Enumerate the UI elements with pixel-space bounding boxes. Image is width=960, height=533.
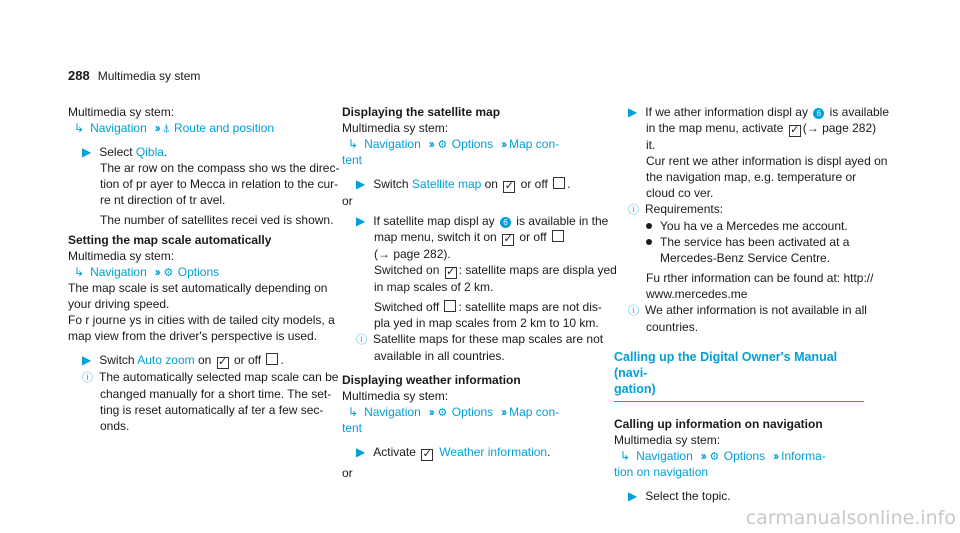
text-line: in map scales of 2 km.: [374, 280, 494, 294]
checkbox-empty-icon: [266, 353, 278, 365]
step-arrow-icon: ▶: [628, 105, 638, 119]
step-switch: ▶ Switch Satellite map on ✓ or off .: [356, 177, 571, 192]
text-line: The number of satellites recei ved is shown.: [100, 213, 334, 227]
weather-info-link[interactable]: Weather information: [439, 445, 548, 459]
step-arrow-icon: ▶: [82, 145, 92, 159]
nav-link[interactable]: Navigation: [90, 265, 147, 279]
map-content-link-cont[interactable]: tent: [342, 421, 363, 435]
column-3: [614, 104, 890, 504]
heading-satellite-map: Displaying the satellite map: [342, 105, 501, 119]
checkbox-empty-icon: [552, 230, 564, 242]
heading-weather: Displaying weather information: [342, 373, 521, 387]
checkbox-checked-icon: ✓: [790, 124, 800, 136]
info-nav-link-cont[interactable]: tion on navigation: [614, 465, 709, 479]
auto-zoom-link[interactable]: Auto zoom: [137, 353, 195, 367]
number-badge-icon: 6: [500, 217, 511, 228]
system-label: Multimedia sy stem:: [342, 121, 449, 135]
text-line: re nt direction of tr avel.: [100, 193, 226, 207]
chevron-icon: ››: [154, 121, 159, 135]
system-label: Multimedia sy stem:: [68, 105, 175, 119]
menu-path: [68, 120, 338, 136]
bullet-icon: [646, 223, 652, 229]
nav-arrow-icon: ↳: [348, 137, 359, 151]
step-if: ▶ If we ather information displ ay 6 is available: [628, 105, 890, 119]
menu-path: [68, 264, 338, 280]
checkbox-checked-icon: ✓: [503, 233, 513, 245]
step-activate: ▶ Activate ✓ Weather information.: [356, 445, 551, 460]
satellite-map-link[interactable]: Satellite map: [411, 177, 482, 191]
menu-path: [342, 404, 612, 420]
chevron-icon: ››: [428, 137, 433, 151]
nav-link[interactable]: Navigation: [364, 405, 421, 419]
map-content-link-cont[interactable]: tent: [342, 153, 363, 167]
gear-icon: ⚙: [437, 407, 448, 419]
text-line: available in all countries.: [374, 349, 505, 363]
note: ⓘ Satellite maps for these map scales are not: [356, 332, 604, 346]
header-title: Multimedia sy stem: [97, 69, 201, 83]
info-icon: ⓘ: [628, 305, 639, 317]
text-line: Switched on ✓ : satellite maps are displa yed: [374, 263, 617, 278]
step-arrow-icon: ▶: [356, 445, 366, 459]
text-line: Cur rent we ather information is displ ayed on: [646, 154, 888, 168]
note: ⓘ We ather information is not available in all: [628, 303, 867, 317]
step-arrow-icon: ▶: [628, 489, 638, 503]
text-line: (→ page 282).: [374, 247, 451, 261]
text-line: ting is reset automatically af ter a few sec-: [100, 403, 324, 417]
info-nav-link[interactable]: Informa-: [781, 449, 826, 463]
or-label: or: [342, 466, 353, 480]
nav-arrow-icon: ↳: [74, 121, 85, 135]
checkbox-checked-icon: ✓: [504, 180, 514, 192]
text-line: onds.: [100, 419, 130, 433]
qibla-link[interactable]: Qibla: [135, 145, 164, 159]
menu-path: [342, 136, 612, 152]
text-line: cloud co ver.: [646, 186, 714, 200]
heading-nav-info: Calling up information on navigation: [614, 417, 823, 431]
text-line: Fo r journe ys in cities with de tailed city models, a: [68, 313, 335, 327]
text-line: Fu rther information can be found at: http://: [646, 271, 874, 285]
chevron-icon: ››: [700, 449, 705, 463]
gear-icon: ⚙: [437, 139, 448, 151]
note-requirements: ⓘ Requirements:: [628, 202, 724, 216]
info-icon: ⓘ: [82, 372, 93, 384]
nav-arrow-icon: ↳: [74, 265, 85, 279]
text-line: map view from the driver's perspective is used.: [68, 329, 318, 343]
column-1: [68, 104, 338, 434]
checkbox-empty-icon: [553, 177, 565, 189]
chevron-icon: ››: [773, 449, 778, 463]
system-label: Multimedia sy stem:: [342, 389, 449, 403]
page-number: 288: [68, 68, 90, 83]
info-icon: ⓘ: [356, 334, 367, 346]
checkbox-checked-icon: ✓: [218, 356, 228, 368]
text-line: map menu, switch it on ✓ or off: [342, 229, 612, 246]
system-label: Multimedia sy stem:: [68, 249, 175, 263]
nav-arrow-icon: ↳: [620, 449, 631, 463]
text-line: your driving speed.: [68, 297, 170, 311]
nav-link[interactable]: Navigation: [364, 137, 421, 151]
step-select-topic: ▶ Select the topic.: [628, 489, 731, 503]
bullet-item: You ha ve a Mercedes me account.: [614, 218, 884, 234]
chevron-icon: ››: [154, 265, 159, 279]
menu-path: [614, 448, 884, 464]
nav-link[interactable]: Navigation: [636, 449, 693, 463]
info-icon: ⓘ: [628, 204, 639, 216]
text-line: The map scale is set automatically depending on: [68, 281, 328, 295]
text-line: changed manually for a short time. The set-: [100, 387, 332, 401]
column-2: [342, 104, 617, 481]
step-if: ▶ If satellite map displ ay 6 is available in the: [356, 214, 609, 228]
checkbox-empty-icon: [444, 300, 456, 312]
gear-icon: ⚙: [709, 451, 720, 463]
map-content-link[interactable]: Map con-: [509, 137, 560, 151]
step-switch: ▶ Switch Auto zoom on ✓ or off .: [82, 353, 284, 368]
watermark: carmanualsonline.info: [745, 507, 956, 529]
gear-icon: ⚙: [163, 267, 174, 279]
step-arrow-icon: ▶: [356, 177, 366, 191]
text-line: it.: [646, 138, 656, 152]
options-link[interactable]: Options: [451, 405, 494, 419]
text-line: The ar row on the compass sho ws the direc-: [100, 161, 340, 175]
text-line: countries.: [646, 320, 699, 334]
bullet-item: The service has been activated at a: [614, 234, 884, 250]
note: ⓘ The automatically selected map scale can be: [82, 370, 339, 384]
options-link[interactable]: Options: [451, 137, 494, 151]
chevron-icon: ››: [428, 405, 433, 419]
options-link[interactable]: Options: [723, 449, 766, 463]
chevron-icon: ››: [501, 405, 506, 419]
text-line: Mercedes-Benz Service Centre.: [660, 251, 831, 265]
url-text: www.mercedes.me: [646, 287, 748, 301]
map-content-link[interactable]: Map con-: [509, 405, 560, 419]
section-heading: Calling up the Digital Owner's Manual (navi- gation): [614, 349, 864, 402]
route-link[interactable]: Route and position: [173, 121, 275, 135]
text-line: tion of pr ayer to Mecca in relation to the cur-: [100, 177, 339, 191]
nav-arrow-icon: ↳: [348, 405, 359, 419]
nav-link[interactable]: Navigation: [90, 121, 147, 135]
step-arrow-icon: ▶: [82, 353, 92, 367]
route-icon: ⍋: [162, 121, 170, 135]
or-label: or: [342, 194, 353, 208]
system-label: Multimedia sy stem:: [614, 433, 721, 447]
step-select: ▶ Select Qibla.: [82, 145, 168, 159]
text-line: the navigation map, e.g. temperature or: [646, 170, 857, 184]
text-line: pla yed in map scales from 2 km to 10 km.: [374, 316, 599, 330]
heading-map-scale: Setting the map scale automatically: [68, 233, 272, 247]
number-badge-icon: 6: [813, 108, 824, 119]
text-line: in the map menu, activate ✓ (→ page 282): [646, 121, 877, 136]
text-line: Switched off : satellite maps are not dis-: [374, 300, 602, 314]
checkbox-checked-icon: ✓: [422, 448, 432, 460]
checkbox-checked-icon: ✓: [446, 266, 456, 278]
options-link[interactable]: Options: [177, 265, 220, 279]
step-arrow-icon: ▶: [356, 214, 366, 228]
chevron-icon: ››: [501, 137, 506, 151]
page-header: [68, 68, 200, 83]
bullet-icon: [646, 239, 652, 245]
